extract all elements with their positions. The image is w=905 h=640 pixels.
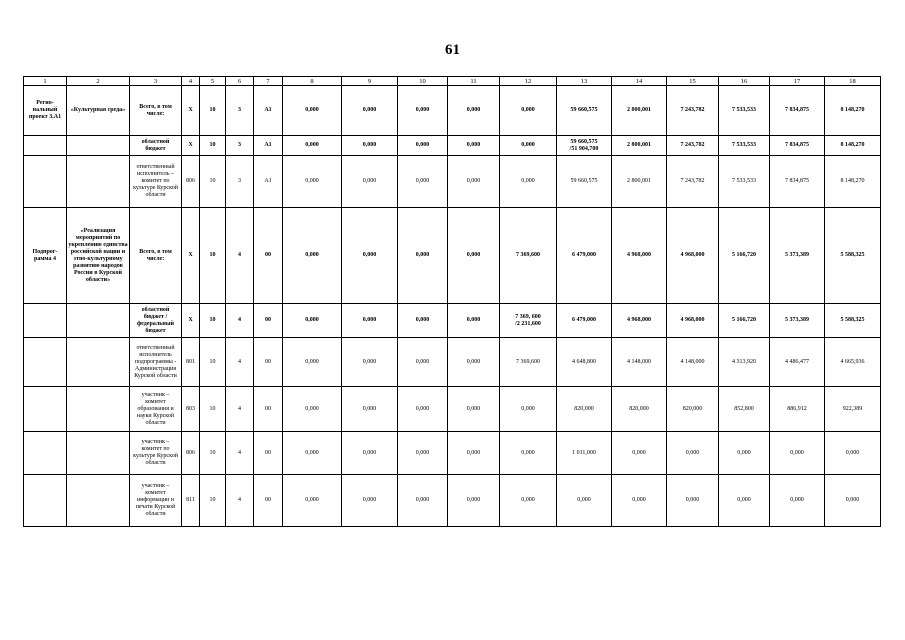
value-cell: 5 588,325 [825, 304, 881, 338]
pr-cell: 4 [226, 304, 254, 338]
value-cell: 820,000 [557, 387, 612, 432]
value-cell: 0,000 [283, 387, 342, 432]
column-number: 13 [557, 77, 612, 86]
value-cell: 8 148,270 [825, 86, 881, 136]
value-cell: 0,000 [448, 475, 500, 527]
executor-cell: Всего, в том числе: [130, 208, 182, 304]
value-cell: 7 243,782 [667, 156, 719, 208]
value-cell: 922,389 [825, 387, 881, 432]
value-cell: 0,000 [342, 208, 398, 304]
value-cell: 4 968,000 [667, 208, 719, 304]
value-cell: 0,000 [398, 387, 448, 432]
column-number: 10 [398, 77, 448, 86]
value-cell: 0,000 [719, 475, 770, 527]
value-cell: 0,000 [448, 304, 500, 338]
value-cell: 0,000 [398, 208, 448, 304]
grbs-cell: X [182, 304, 200, 338]
grbs-cell: 803 [182, 387, 200, 432]
pr-cell: 4 [226, 338, 254, 387]
value-cell: 0,000 [398, 156, 448, 208]
value-cell: 4 968,000 [612, 304, 667, 338]
executor-cell: участник – комитет образования и науки Курской области [130, 387, 182, 432]
value-cell: 5 373,389 [770, 304, 825, 338]
value-cell: 0,000 [448, 208, 500, 304]
csr-cell: 00 [254, 475, 283, 527]
value-cell: 0,000 [283, 338, 342, 387]
value-cell: 0,000 [719, 432, 770, 475]
value-cell: 0,000 [448, 432, 500, 475]
column-number: 7 [254, 77, 283, 86]
csr-cell: 00 [254, 304, 283, 338]
executor-cell: областной бюджет [130, 136, 182, 156]
value-cell: 6 479,000 [557, 208, 612, 304]
program-code-cell: Регио-нальный проект 3.А1 [24, 86, 67, 136]
value-cell: 0,000 [667, 432, 719, 475]
table-row-regional-project-total [24, 86, 881, 136]
csr-cell: 00 [254, 432, 283, 475]
column-number: 17 [770, 77, 825, 86]
table-row-participant-press [24, 475, 881, 527]
value-cell: 0,000 [500, 432, 557, 475]
value-cell: 59 660,575 [557, 86, 612, 136]
grbs-cell: 806 [182, 432, 200, 475]
column-number: 5 [200, 77, 226, 86]
table-row-regional-federal-budget [24, 304, 881, 338]
value-cell: 7 834,875 [770, 136, 825, 156]
grbs-cell: X [182, 136, 200, 156]
value-cell: 0,000 [825, 432, 881, 475]
rz-cell: 10 [200, 156, 226, 208]
value-cell: 7 243,782 [667, 136, 719, 156]
value-cell: 7 369,600 [500, 338, 557, 387]
value-cell: 0,000 [398, 136, 448, 156]
column-number: 4 [182, 77, 200, 86]
value-cell: 7 243,782 [667, 86, 719, 136]
page-number: 61 [445, 42, 460, 58]
value-cell: 0,000 [342, 338, 398, 387]
program-name-cell [67, 387, 130, 432]
value-cell [500, 304, 557, 338]
grbs-cell: X [182, 86, 200, 136]
value-cell: 0,000 [283, 304, 342, 338]
pr-cell: 3 [226, 136, 254, 156]
value-cell: 0,000 [612, 475, 667, 527]
value-cell: 0,000 [398, 338, 448, 387]
column-number: 3 [130, 77, 182, 86]
csr-cell: А1 [254, 86, 283, 136]
value-cell: 852,800 [719, 387, 770, 432]
value-cell: 0,000 [448, 387, 500, 432]
value-cell: 4 148,000 [667, 338, 719, 387]
value-cell: 0,000 [398, 304, 448, 338]
value-cell: 0,000 [342, 387, 398, 432]
program-code-cell: Подпрог-рамма 4 [24, 208, 67, 304]
executor-cell: областной бюджет /федеральный бюджет [130, 304, 182, 338]
value-cell: 2 800,001 [612, 86, 667, 136]
value-cell: 0,000 [667, 475, 719, 527]
value-cell: 0,000 [448, 136, 500, 156]
value-cell: 59 660,575 [557, 156, 612, 208]
value-cell: 5 588,325 [825, 208, 881, 304]
value-cell: 0,000 [342, 475, 398, 527]
csr-cell: 00 [254, 338, 283, 387]
rz-cell: 10 [200, 136, 226, 156]
value-line: /51 904,700 [569, 145, 599, 152]
program-name-cell [67, 338, 130, 387]
value-cell: 0,000 [398, 86, 448, 136]
value-cell: 4 148,000 [612, 338, 667, 387]
column-number: 15 [667, 77, 719, 86]
rz-cell: 10 [200, 338, 226, 387]
value-cell: 7 533,533 [719, 156, 770, 208]
program-code-cell [24, 156, 67, 208]
program-code-cell [24, 304, 67, 338]
column-number: 2 [67, 77, 130, 86]
column-number: 6 [226, 77, 254, 86]
executor-cell: Всего, в том числе: [130, 86, 182, 136]
pr-cell: 4 [226, 432, 254, 475]
value-cell: 0,000 [398, 475, 448, 527]
table-row-regional-budget [24, 136, 881, 156]
value-cell: 4 313,920 [719, 338, 770, 387]
csr-cell: А1 [254, 156, 283, 208]
value-cell: 0,000 [283, 156, 342, 208]
value-cell: 0,000 [770, 432, 825, 475]
table-row-subprogram-executor [24, 338, 881, 387]
value-cell: 886,912 [770, 387, 825, 432]
program-code-cell [24, 475, 67, 527]
column-number: 11 [448, 77, 500, 86]
program-code-cell [24, 387, 67, 432]
budget-table [23, 76, 881, 527]
value-cell: 0,000 [448, 86, 500, 136]
column-number: 14 [612, 77, 667, 86]
grbs-cell: 811 [182, 475, 200, 527]
value-cell: 5 166,720 [719, 208, 770, 304]
column-number: 18 [825, 77, 881, 86]
column-number: 1 [24, 77, 67, 86]
value-cell [557, 136, 612, 156]
value-cell: 2 800,001 [612, 156, 667, 208]
value-cell: 7 369,600 [500, 208, 557, 304]
value-cell: 5 373,389 [770, 208, 825, 304]
value-cell: 0,000 [283, 208, 342, 304]
value-cell: 8 148,270 [825, 156, 881, 208]
value-cell: 0,000 [342, 86, 398, 136]
table-row-responsible-executor [24, 156, 881, 208]
csr-cell: А1 [254, 136, 283, 156]
pr-cell: 3 [226, 86, 254, 136]
rz-cell: 10 [200, 208, 226, 304]
rz-cell: 10 [200, 432, 226, 475]
program-name-cell [67, 475, 130, 527]
value-cell: 0,000 [500, 156, 557, 208]
value-cell: 0,000 [770, 475, 825, 527]
value-cell: 5 166,720 [719, 304, 770, 338]
value-cell: 1 011,000 [557, 432, 612, 475]
pr-cell: 3 [226, 156, 254, 208]
value-cell: 0,000 [500, 475, 557, 527]
column-number: 12 [500, 77, 557, 86]
value-cell: 4 665,936 [825, 338, 881, 387]
value-cell: 0,000 [342, 156, 398, 208]
pr-cell: 4 [226, 387, 254, 432]
value-cell: 0,000 [283, 136, 342, 156]
table-row-subprogram-total [24, 208, 881, 304]
value-cell: 4 486,477 [770, 338, 825, 387]
value-cell: 8 148,270 [825, 136, 881, 156]
value-cell: 0,000 [342, 432, 398, 475]
value-cell: 0,000 [283, 86, 342, 136]
csr-cell: 00 [254, 387, 283, 432]
program-name-cell [67, 304, 130, 338]
value-cell: 0,000 [825, 475, 881, 527]
value-line: 59 660,575 [570, 138, 598, 145]
program-name-cell [67, 432, 130, 475]
value-cell: 820,000 [612, 387, 667, 432]
executor-cell: участник – комитет информации и печати Курской области [130, 475, 182, 527]
program-name-cell [67, 156, 130, 208]
value-cell: 0,000 [500, 387, 557, 432]
value-cell: 7 834,875 [770, 156, 825, 208]
column-number: 8 [283, 77, 342, 86]
program-name-cell [67, 136, 130, 156]
value-cell: 0,000 [557, 475, 612, 527]
value-cell: 7 834,875 [770, 86, 825, 136]
value-cell: 7 533,533 [719, 136, 770, 156]
pr-cell: 4 [226, 208, 254, 304]
rz-cell: 10 [200, 387, 226, 432]
value-cell: 4 968,000 [612, 208, 667, 304]
program-code-cell [24, 136, 67, 156]
value-cell: 7 533,533 [719, 86, 770, 136]
rz-cell: 10 [200, 86, 226, 136]
grbs-cell: X [182, 208, 200, 304]
pr-cell: 4 [226, 475, 254, 527]
value-cell: 820,000 [667, 387, 719, 432]
executor-cell: ответственный исполнитель – комитет по культуре Курской области [130, 156, 182, 208]
value-cell: 0,000 [612, 432, 667, 475]
program-code-cell [24, 338, 67, 387]
column-number: 9 [342, 77, 398, 86]
program-code-cell [24, 432, 67, 475]
value-line: /2 231,600 [515, 320, 541, 327]
rz-cell: 10 [200, 304, 226, 338]
value-cell: 2 800,001 [612, 136, 667, 156]
value-cell: 0,000 [342, 304, 398, 338]
value-line: 7 369, 600 [515, 313, 541, 320]
value-cell: 6 479,000 [557, 304, 612, 338]
value-cell: 0,000 [342, 136, 398, 156]
value-cell: 0,000 [398, 432, 448, 475]
value-cell: 0,000 [448, 156, 500, 208]
value-cell: 4 968,000 [667, 304, 719, 338]
value-cell: 0,000 [500, 86, 557, 136]
grbs-cell: 801 [182, 338, 200, 387]
grbs-cell: 806 [182, 156, 200, 208]
value-cell: 0,000 [283, 475, 342, 527]
executor-cell: участник – комитет по культуре Курской области [130, 432, 182, 475]
value-cell: 0,000 [500, 136, 557, 156]
value-cell: 0,000 [283, 432, 342, 475]
rz-cell: 10 [200, 475, 226, 527]
table-header-row [24, 77, 881, 86]
value-cell: 0,000 [448, 338, 500, 387]
program-name-cell: «Реализация мероприятий по укреплению единства российской нации и этно-культурному развитию народов России в Курской области» [67, 208, 130, 304]
program-name-cell: «Культурная среда» [67, 86, 130, 136]
executor-cell: ответственный исполнитель подпрограммы - Администрация Курской области [130, 338, 182, 387]
table-row-participant-education [24, 387, 881, 432]
value-cell: 4 648,800 [557, 338, 612, 387]
column-number: 16 [719, 77, 770, 86]
csr-cell: 00 [254, 208, 283, 304]
table-row-participant-culture [24, 432, 881, 475]
